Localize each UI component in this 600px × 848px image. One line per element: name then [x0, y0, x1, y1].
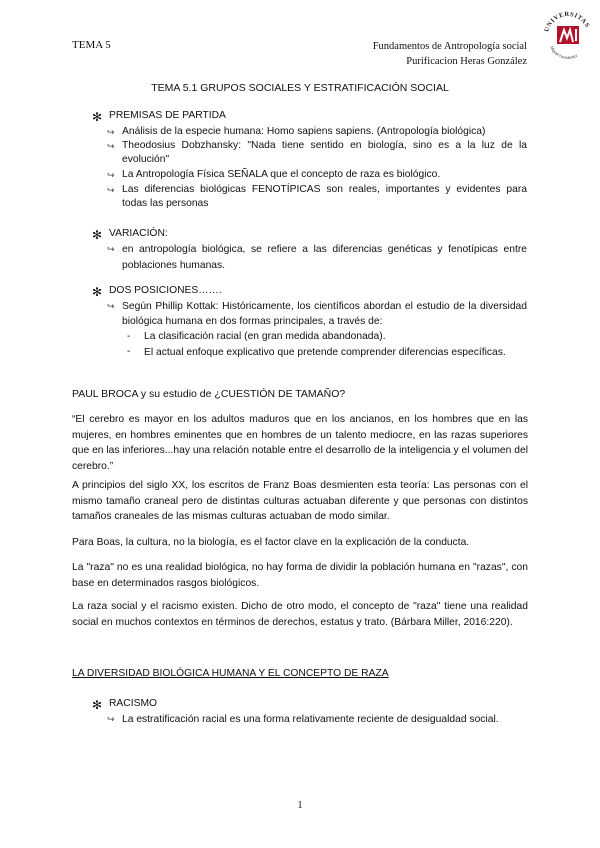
paragraph-raza: La "raza" no es una realidad biológica, no hay forma de dividir la población humana en "razas", con base en determinados rasgos biológicos. — [72, 562, 528, 589]
arrow-bullet-icon: ↪ — [107, 170, 115, 180]
section-heading-variacion: VARIACIÓN: — [109, 228, 168, 239]
paragraph-boas-1: A principios del siglo XX, los escritos de Franz Boas desmienten esta teoría: Las personas con el mismo tamaño craneal pero de distintas culturas actuaban diferente y que personas con distintos tamaños craneales de las mismas culturas actuaban de modo similar. — [72, 480, 528, 522]
page-number: 1 — [297, 800, 303, 811]
list-item: Análisis de la especie humana: Homo sapiens sapiens. (Antropología biológica) — [122, 126, 486, 137]
list-item: La estratificación racial es una forma relativamente reciente de desigualdad social. — [122, 714, 499, 725]
asterisk-icon: ✻ — [92, 110, 103, 124]
broca-quote: “El cerebro es mayor en los adultos maduros que en los ancianos, en los hombres que en las mujeres, en hombres eminentes que en hombres de un talento mediocre, en las razas superiores que en las inferiores...hay una relación notable entre el desarrollo de la inteligencia y el volumen del cerebro.” — [72, 414, 528, 472]
dash-bullet: - — [127, 346, 131, 357]
paragraph-boas-2: Para Boas, la cultura, no la biología, es el factor clave en la explicación de la conducta. — [72, 537, 470, 548]
section-heading-racismo: RACISMO — [109, 698, 158, 709]
dash-bullet: - — [127, 331, 131, 342]
header-topic: TEMA 5 — [72, 39, 111, 51]
asterisk-icon: ✻ — [92, 698, 103, 712]
diversidad-heading: LA DIVERSIDAD BIOLÓGICA HUMANA Y EL CONCEPTO DE RAZA — [72, 668, 389, 679]
broca-heading: PAUL BROCA y su estudio de ¿CUESTIÓN DE TAMAÑO? — [72, 388, 346, 400]
arrow-bullet-icon: ↪ — [107, 301, 115, 311]
svg-text:Miguel Hernández: Miguel Hernández — [549, 45, 579, 61]
list-item: La Antropología Física SEÑALA que el concepto de raza es biológico. — [122, 169, 441, 180]
course-title: Fundamentos de Antropología social — [372, 41, 527, 52]
arrow-bullet-icon: ↪ — [107, 185, 115, 195]
paragraph-racismo: La raza social y el racismo existen. Dicho de otro modo, el concepto de "raza" tiene una realidad social en muchos contextos en términos de derechos, estatus y trato. (Bárbara Miller, 2016:220). — [72, 601, 528, 628]
university-logo — [540, 2, 596, 66]
arrow-bullet-icon: ↪ — [107, 127, 115, 137]
list-item: en antropología biológica, se refiere a las diferencias genéticas y fenotípicas entre poblaciones humanas. — [122, 244, 527, 271]
svg-text:UNIVERSITAS: UNIVERSITAS — [543, 10, 591, 33]
list-item: Según Phillip Kottak: Históricamente, los científicos abordan el estudio de la diversidad biológica humana en dos formas principales, a través de: — [122, 301, 527, 327]
asterisk-icon: ✻ — [92, 228, 103, 242]
document-title: TEMA 5.1 GRUPOS SOCIALES Y ESTRATIFICACIÓN SOCIAL — [151, 82, 449, 94]
course-author: Purificacion Heras González — [406, 56, 527, 67]
list-item: Theodosius Dobzhansky: "Nada tiene sentido en biología, sino es a la luz de la evolución" — [122, 140, 527, 165]
section-heading-premisas: PREMISAS DE PARTIDA — [109, 110, 226, 121]
sub-list-item: El actual enfoque explicativo que pretende comprender diferencias específicas. — [144, 347, 506, 358]
arrow-bullet-icon: ↪ — [107, 714, 115, 724]
arrow-bullet-icon: ↪ — [107, 141, 115, 151]
arrow-bullet-icon: ↪ — [107, 244, 115, 254]
sub-list-item: La clasificación racial (en gran medida abandonada). — [144, 331, 386, 342]
section-heading-posiciones: DOS POSICIONES……. — [109, 285, 222, 296]
list-item: Las diferencias biológicas FENOTÍPICAS son reales, importantes y evidentes para todas las personas — [122, 184, 527, 209]
asterisk-icon: ✻ — [92, 285, 103, 299]
header-course — [373, 39, 527, 69]
